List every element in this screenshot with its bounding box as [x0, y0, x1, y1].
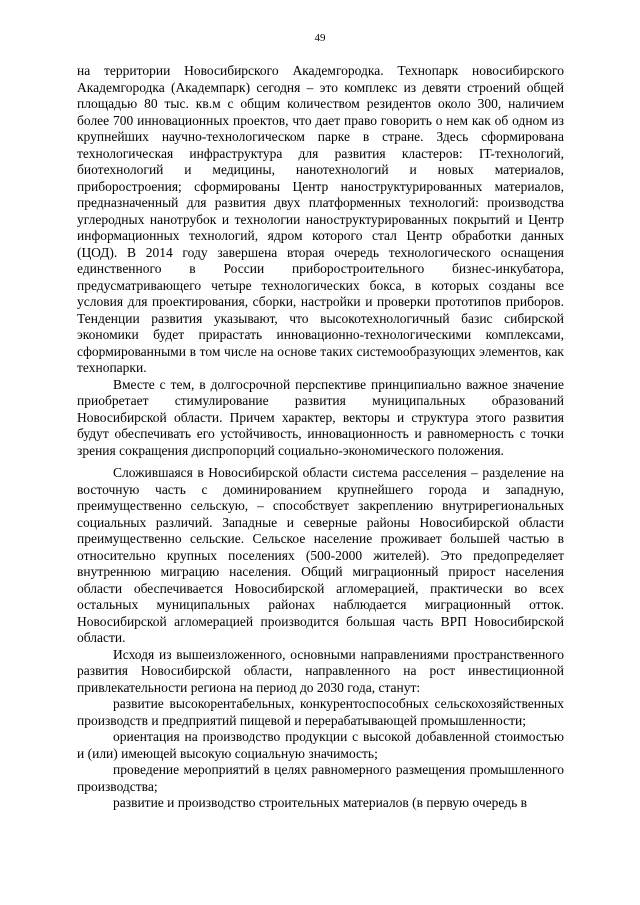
paragraph-settlement-system: Сложившаяся в Новосибирской области система расселения – разделение на восточную часть с доминированием крупнейшего города и западную, преимущественно сельскую, – способствует закреплению внутрирегиональных социальных различий. Западные и северные районы Новосибирской области преимущественно сельские. Сельское население проживает большей частью в относительно крупных поселениях (500-2000 жителей). Это предопределяет внутреннюю миграцию населения. Общий миграционный прирост населения области обеспечивается Новосибирской агломерацией, практически во всех остальных муниципальных районах наблюдается миграционный отток. Новосибирской агломерацией производится большая часть ВРП Новосибирской области.	[77, 465, 564, 645]
list-item-agriculture: развитие высокорентабельных, конкурентоспособных сельскохозяйственных производств и предприятий пищевой и перерабатывающей промышленности;	[77, 696, 564, 728]
body-text	[77, 63, 564, 812]
paragraph-technopark: на территории Новосибирского Академгородка. Технопарк новосибирского Академгородка (Академпарк) сегодня – это комплекс из девяти строений общей площадью 80 тыс. кв.м с общим количеством резидентов около 300, наличием более 700 инновационных проектов, что дает право говорить о нем как об одном из крупнейших научно-технологическом парке в стране. Здесь сформирована технологическая инфраструктура для развития кластеров: IT-технологий, биотехнологий и медицины, нанотехнологий и новых материалов, приборостроения; сформированы Центр наноструктурированных материалов, предназначенный для развития двух платформенных технологий: производства углеродных нанотрубок и технологии наноструктурированных покрытий и Центр информационных технологий, ядром которого стал Центр обработки данных (ЦОД). В 2014 году завершена вторая очередь технологического оснащения единственного в России приборостроительного бизнес-инкубатора, предусматривающего четыре технологических бокса, в которых созданы все условия для проектирования, сборки, настройки и проверки прототипов приборов. Тенденции развития указывают, что высокотехнологичный базис сибирской экономики будет прирастать инновационно-технологическими комплексами, сформированными в том числе на основе таких системообразующих элементов, как технопарки.	[77, 63, 564, 375]
list-item-industry-placement: проведение мероприятий в целях равномерного размещения промышленного производства;	[77, 762, 564, 794]
paragraph-directions-intro: Исходя из вышеизложенного, основными направлениями пространственного развития Новосибирской области, направленного на рост инвестиционной привлекательности региона на период до 2030 года, станут:	[77, 646, 564, 695]
paragraph-municipal-development: Вместе с тем, в долгосрочной перспективе принципиально важное значение приобретает стимулирование развития муниципальных образований Новосибирской области. Причем характер, векторы и структура этого развития будут обеспечивать его устойчивость, инновационность и равномерность с точки зрения сокращения диспропорций социально-экономического положения.	[77, 376, 564, 458]
list-item-value-added: ориентация на производство продукции с высокой добавленной стоимостью и (или) имеющей высокую социальную значимость;	[77, 729, 564, 761]
page-number: 49	[314, 32, 326, 44]
list-item-building-materials: развитие и производство строительных материалов (в первую очередь в	[113, 795, 528, 810]
